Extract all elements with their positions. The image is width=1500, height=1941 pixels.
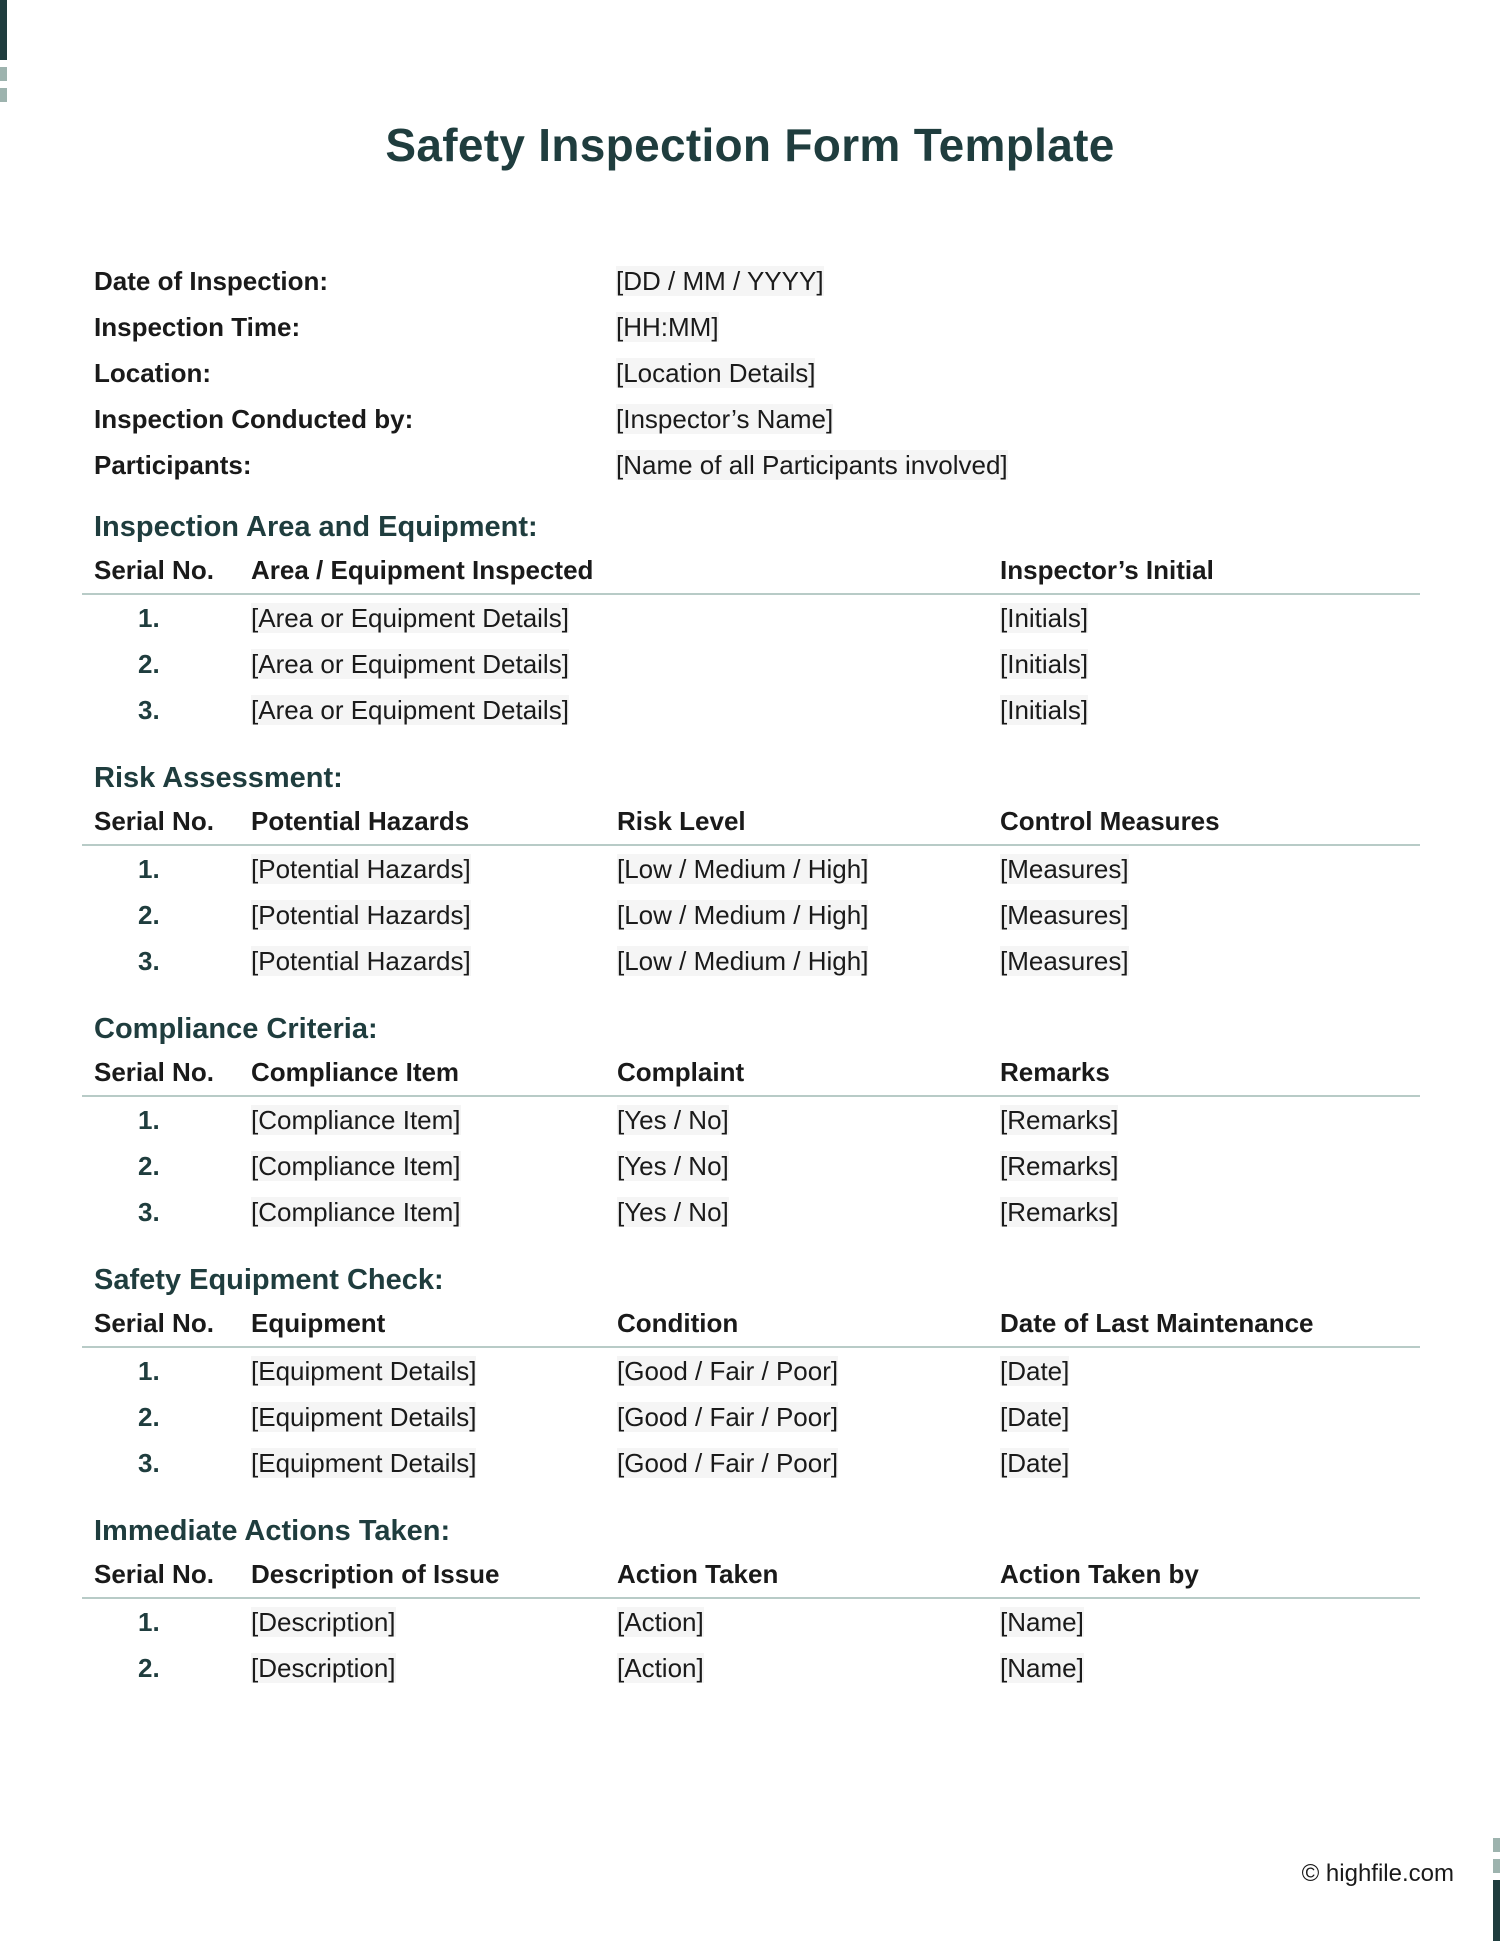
cell-field[interactable]: [Date] bbox=[1000, 1447, 1070, 1478]
info-value[interactable] bbox=[616, 358, 815, 389]
header-cell: Condition bbox=[617, 1307, 739, 1338]
date-field[interactable]: [DD / MM / YYYY] bbox=[616, 265, 824, 296]
table-row bbox=[82, 1440, 1420, 1486]
header-cell: Serial No. bbox=[94, 1056, 214, 1087]
cell-field[interactable]: [Date] bbox=[1000, 1401, 1070, 1432]
table-cell[interactable] bbox=[251, 946, 617, 977]
corner-mark-light bbox=[0, 88, 7, 102]
header-cell: Date of Last Maintenance bbox=[1000, 1307, 1314, 1338]
info-block bbox=[94, 258, 1434, 488]
table-cell[interactable] bbox=[617, 1402, 1000, 1433]
info-label: Participants: bbox=[94, 449, 252, 480]
cell-field[interactable]: [Area or Equipment Details] bbox=[251, 648, 569, 679]
table-cell[interactable] bbox=[1000, 1105, 1420, 1136]
info-label: Location: bbox=[94, 357, 211, 388]
table-row bbox=[82, 892, 1420, 938]
cell-field[interactable]: [Potential Hazards] bbox=[251, 853, 471, 884]
cell-field[interactable]: [Low / Medium / High] bbox=[617, 853, 869, 884]
header-cell: Complaint bbox=[617, 1056, 745, 1087]
section-safety-equipment bbox=[82, 1260, 1420, 1486]
section-immediate-actions bbox=[82, 1511, 1420, 1691]
header-cell: Equipment bbox=[251, 1307, 386, 1338]
info-label: Inspection Time: bbox=[94, 311, 301, 342]
table-row bbox=[82, 1143, 1420, 1189]
table-cell[interactable] bbox=[1000, 649, 1420, 680]
info-row-participants bbox=[94, 442, 1434, 488]
corner-mark-light bbox=[1493, 1859, 1500, 1873]
info-row-inspector bbox=[94, 396, 1434, 442]
cell-field[interactable]: [Low / Medium / High] bbox=[617, 945, 869, 976]
table-cell[interactable] bbox=[617, 1197, 1000, 1228]
table-cell[interactable] bbox=[617, 1448, 1000, 1479]
header-cell: Potential Hazards bbox=[251, 805, 470, 836]
section-compliance-criteria bbox=[82, 1009, 1420, 1235]
location-field[interactable]: [Location Details] bbox=[616, 357, 816, 388]
header-cell: Inspector’s Initial bbox=[1000, 554, 1214, 585]
section-inspection-area bbox=[82, 507, 1420, 733]
time-field[interactable]: [HH:MM] bbox=[616, 311, 719, 342]
corner-mark-light bbox=[0, 67, 7, 81]
header-cell: Serial No. bbox=[94, 805, 214, 836]
info-value[interactable] bbox=[616, 312, 719, 343]
cell-field[interactable]: [Measures] bbox=[1000, 853, 1129, 884]
cell-field[interactable]: [Potential Hazards] bbox=[251, 945, 471, 976]
section-title: Safety Equipment Check: bbox=[94, 1264, 444, 1296]
serial-number: 3. bbox=[138, 945, 160, 976]
table-cell[interactable] bbox=[617, 1151, 1000, 1182]
table-cell[interactable] bbox=[1000, 1197, 1420, 1228]
cell-field[interactable]: [Yes / No] bbox=[617, 1196, 729, 1227]
corner-mark-light bbox=[1493, 1838, 1500, 1852]
cell-field[interactable]: [Date] bbox=[1000, 1355, 1070, 1386]
info-row-location bbox=[94, 350, 1434, 396]
serial-number: 1. bbox=[138, 853, 160, 884]
table-cell[interactable] bbox=[617, 900, 1000, 931]
table-cell[interactable] bbox=[1000, 695, 1420, 726]
table-row bbox=[82, 846, 1420, 892]
table-cell[interactable] bbox=[1000, 946, 1420, 977]
table-header bbox=[82, 1551, 1420, 1599]
info-row-date bbox=[94, 258, 1434, 304]
cell-field[interactable]: [Equipment Details] bbox=[251, 1447, 477, 1478]
table-cell[interactable] bbox=[251, 854, 617, 885]
corner-mark-dark bbox=[0, 0, 7, 60]
header-cell: Serial No. bbox=[94, 1307, 214, 1338]
table-row bbox=[82, 1599, 1420, 1645]
cell-field[interactable]: [Description] bbox=[251, 1606, 396, 1637]
header-cell: Risk Level bbox=[617, 805, 746, 836]
table-cell[interactable] bbox=[251, 1402, 617, 1433]
cell-field[interactable]: [Good / Fair / Poor] bbox=[617, 1401, 839, 1432]
serial-number: 1. bbox=[138, 602, 160, 633]
table-row bbox=[82, 938, 1420, 984]
serial-number: 1. bbox=[138, 1355, 160, 1386]
table-cell[interactable] bbox=[251, 1448, 617, 1479]
cell-field[interactable]: [Area or Equipment Details] bbox=[251, 694, 569, 725]
table-row bbox=[82, 641, 1420, 687]
table-cell[interactable] bbox=[1000, 603, 1420, 634]
cell-field[interactable]: [Yes / No] bbox=[617, 1104, 729, 1135]
cell-field[interactable]: [Initials] bbox=[1000, 694, 1089, 725]
section-risk-assessment bbox=[82, 758, 1420, 984]
table-header bbox=[82, 1300, 1420, 1348]
table-header bbox=[82, 1049, 1420, 1097]
header-cell: Serial No. bbox=[94, 1558, 214, 1589]
table-cell[interactable] bbox=[251, 1356, 617, 1387]
cell-field[interactable]: [Equipment Details] bbox=[251, 1355, 477, 1386]
serial-number: 2. bbox=[138, 1652, 160, 1683]
cell-field[interactable]: [Equipment Details] bbox=[251, 1401, 477, 1432]
cell-field[interactable]: [Initials] bbox=[1000, 648, 1089, 679]
section-title: Compliance Criteria: bbox=[94, 1013, 378, 1045]
info-row-time bbox=[94, 304, 1434, 350]
cell-field[interactable]: [Initials] bbox=[1000, 602, 1089, 633]
cell-field[interactable]: [Remarks] bbox=[1000, 1196, 1119, 1227]
cell-field[interactable]: [Description] bbox=[251, 1652, 396, 1683]
serial-number: 2. bbox=[138, 1150, 160, 1181]
table-cell[interactable] bbox=[1000, 1653, 1420, 1684]
table-cell[interactable] bbox=[617, 1105, 1000, 1136]
table-cell[interactable] bbox=[1000, 1607, 1420, 1638]
table-cell[interactable] bbox=[617, 1653, 1000, 1684]
section-title: Inspection Area and Equipment: bbox=[94, 511, 538, 543]
header-cell: Action Taken bbox=[617, 1558, 779, 1589]
cell-field[interactable]: [Good / Fair / Poor] bbox=[617, 1447, 839, 1478]
header-cell: Area / Equipment Inspected bbox=[251, 554, 594, 585]
table-row bbox=[82, 1348, 1420, 1394]
header-cell: Remarks bbox=[1000, 1056, 1110, 1087]
cell-field[interactable]: [Low / Medium / High] bbox=[617, 899, 869, 930]
header-cell: Serial No. bbox=[94, 554, 214, 585]
table-row bbox=[82, 1097, 1420, 1143]
table-cell[interactable] bbox=[1000, 1402, 1420, 1433]
info-value[interactable] bbox=[616, 266, 824, 297]
table-cell[interactable] bbox=[617, 946, 1000, 977]
cell-field[interactable]: [Remarks] bbox=[1000, 1150, 1119, 1181]
header-cell: Action Taken by bbox=[1000, 1558, 1199, 1589]
table-cell[interactable] bbox=[617, 1356, 1000, 1387]
table-row bbox=[82, 1645, 1420, 1691]
cell-field[interactable]: [Compliance Item] bbox=[251, 1104, 461, 1135]
cell-field[interactable]: [Action] bbox=[617, 1652, 704, 1683]
cell-field[interactable]: [Name] bbox=[1000, 1606, 1084, 1637]
table-cell[interactable] bbox=[251, 900, 617, 931]
header-cell: Compliance Item bbox=[251, 1056, 460, 1087]
table-row bbox=[82, 1394, 1420, 1440]
serial-number: 1. bbox=[138, 1606, 160, 1637]
table-row bbox=[82, 1189, 1420, 1235]
serial-number: 2. bbox=[138, 1401, 160, 1432]
table-row bbox=[82, 687, 1420, 733]
inspector-field[interactable]: [Inspector’s Name] bbox=[616, 403, 834, 434]
table-cell[interactable] bbox=[251, 1105, 617, 1136]
table-header bbox=[82, 798, 1420, 846]
table-cell[interactable] bbox=[1000, 1356, 1420, 1387]
table-cell[interactable] bbox=[1000, 1151, 1420, 1182]
cell-field[interactable]: [Potential Hazards] bbox=[251, 899, 471, 930]
cell-field[interactable]: [Area or Equipment Details] bbox=[251, 602, 569, 633]
serial-number: 3. bbox=[138, 1196, 160, 1227]
page-title: Safety Inspection Form Template bbox=[385, 119, 1115, 171]
header-cell: Control Measures bbox=[1000, 805, 1220, 836]
cell-field[interactable]: [Measures] bbox=[1000, 945, 1129, 976]
section-title: Immediate Actions Taken: bbox=[94, 1515, 451, 1547]
section-title: Risk Assessment: bbox=[94, 762, 343, 794]
info-label: Inspection Conducted by: bbox=[94, 403, 414, 434]
table-header bbox=[82, 547, 1420, 595]
corner-mark-dark bbox=[1493, 1880, 1500, 1941]
serial-number: 2. bbox=[138, 899, 160, 930]
cell-field[interactable]: [Compliance Item] bbox=[251, 1150, 461, 1181]
info-value[interactable] bbox=[616, 450, 1008, 481]
table-cell[interactable] bbox=[1000, 854, 1420, 885]
participants-field[interactable]: [Name of all Participants involved] bbox=[616, 449, 1008, 480]
cell-field[interactable]: [Remarks] bbox=[1000, 1104, 1119, 1135]
table-cell[interactable] bbox=[251, 1653, 617, 1684]
table-cell[interactable] bbox=[251, 649, 617, 680]
info-value[interactable] bbox=[616, 404, 833, 435]
table-cell[interactable] bbox=[251, 695, 617, 726]
cell-field[interactable]: [Good / Fair / Poor] bbox=[617, 1355, 839, 1386]
table-cell[interactable] bbox=[1000, 1448, 1420, 1479]
table-cell[interactable] bbox=[251, 1151, 617, 1182]
serial-number: 3. bbox=[138, 694, 160, 725]
cell-field[interactable]: [Action] bbox=[617, 1606, 704, 1637]
info-label: Date of Inspection: bbox=[94, 265, 329, 296]
serial-number: 1. bbox=[138, 1104, 160, 1135]
serial-number: 2. bbox=[138, 648, 160, 679]
table-cell[interactable] bbox=[251, 1607, 617, 1638]
table-cell[interactable] bbox=[617, 854, 1000, 885]
table-row bbox=[82, 595, 1420, 641]
table-cell[interactable] bbox=[251, 603, 617, 634]
table-cell[interactable] bbox=[617, 1607, 1000, 1638]
cell-field[interactable]: [Name] bbox=[1000, 1652, 1084, 1683]
cell-field[interactable]: [Yes / No] bbox=[617, 1150, 729, 1181]
header-cell: Description of Issue bbox=[251, 1558, 500, 1589]
table-cell[interactable] bbox=[251, 1197, 617, 1228]
cell-field[interactable]: [Measures] bbox=[1000, 899, 1129, 930]
table-cell[interactable] bbox=[1000, 900, 1420, 931]
copyright-footer: © highfile.com bbox=[1301, 1860, 1454, 1887]
cell-field[interactable]: [Compliance Item] bbox=[251, 1196, 461, 1227]
serial-number: 3. bbox=[138, 1447, 160, 1478]
